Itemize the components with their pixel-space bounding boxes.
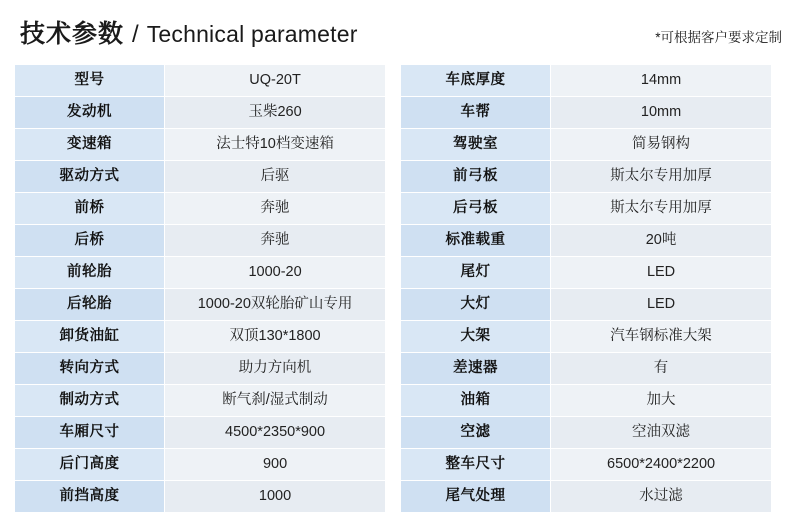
table-row [401,289,772,321]
left-spec-table-body [15,65,386,513]
spec-label: 车帮 [401,97,551,129]
table-row [401,225,772,257]
spec-label: 发动机 [15,97,165,129]
spec-label: 前弓板 [401,161,551,193]
spec-tables [14,64,786,513]
spec-label: 后门高度 [15,449,165,481]
spec-label: 转向方式 [15,353,165,385]
table-row [401,161,772,193]
spec-label: 型号 [15,65,165,97]
table-row [15,129,386,161]
spec-label: 前桥 [15,193,165,225]
table-row [401,257,772,289]
right-spec-table [400,64,772,513]
spec-label: 尾灯 [401,257,551,289]
spec-label: 变速箱 [15,129,165,161]
table-row [15,385,386,417]
table-row [401,129,772,161]
spec-value: 法士特10档变速箱 [165,129,386,161]
spec-value: 10mm [551,97,772,129]
spec-label: 制动方式 [15,385,165,417]
spec-value: 有 [551,353,772,385]
spec-value: 6500*2400*2200 [551,449,772,481]
spec-value: 断气刹/湿式制动 [165,385,386,417]
spec-value: 斯太尔专用加厚 [551,193,772,225]
table-row [15,225,386,257]
spec-value: 汽车钢标准大架 [551,321,772,353]
spec-value: 900 [165,449,386,481]
spec-value: 4500*2350*900 [165,417,386,449]
table-row [401,321,772,353]
spec-value: 后驱 [165,161,386,193]
table-row [15,353,386,385]
table-row [15,289,386,321]
spec-value: 20吨 [551,225,772,257]
spec-label: 车厢尺寸 [15,417,165,449]
spec-label: 后弓板 [401,193,551,225]
spec-value: 1000-20双轮胎矿山专用 [165,289,386,321]
spec-value: UQ-20T [165,65,386,97]
table-row [15,321,386,353]
spec-label: 尾气处理 [401,481,551,513]
spec-label: 标准载重 [401,225,551,257]
spec-value: 加大 [551,385,772,417]
right-spec-table-body [401,65,772,513]
customization-note: *可根据客户要求定制 [655,30,782,45]
table-row [401,385,772,417]
spec-label: 卸货油缸 [15,321,165,353]
table-row [401,417,772,449]
table-row [15,97,386,129]
spec-label: 驱动方式 [15,161,165,193]
table-row [15,481,386,513]
spec-value: 空油双滤 [551,417,772,449]
spec-value: 助力方向机 [165,353,386,385]
page-title-separator: / [132,21,139,48]
spec-label: 前轮胎 [15,257,165,289]
spec-value: 14mm [551,65,772,97]
table-row [15,257,386,289]
spec-value: LED [551,257,772,289]
table-row [401,65,772,97]
spec-label: 整车尺寸 [401,449,551,481]
table-row [401,97,772,129]
page-title [20,14,358,50]
spec-value: 简易钢构 [551,129,772,161]
spec-label: 大架 [401,321,551,353]
spec-value: 奔驰 [165,225,386,257]
table-row [401,353,772,385]
spec-value: 双顶130*1800 [165,321,386,353]
spec-label: 大灯 [401,289,551,321]
left-spec-table [14,64,386,513]
spec-value: LED [551,289,772,321]
spec-value: 1000 [165,481,386,513]
table-row [15,417,386,449]
page-title-en: Technical parameter [146,21,358,47]
page-header [14,14,786,50]
spec-label: 后桥 [15,225,165,257]
table-row [15,65,386,97]
spec-label: 油箱 [401,385,551,417]
spec-value: 斯太尔专用加厚 [551,161,772,193]
spec-label: 后轮胎 [15,289,165,321]
page-title-cn: 技术参数 [20,20,125,48]
table-row [401,449,772,481]
spec-label: 车底厚度 [401,65,551,97]
spec-value: 玉柴260 [165,97,386,129]
spec-value: 奔驰 [165,193,386,225]
spec-value: 1000-20 [165,257,386,289]
table-row [401,481,772,513]
spec-label: 前挡高度 [15,481,165,513]
spec-label: 驾驶室 [401,129,551,161]
table-row [401,193,772,225]
spec-label: 差速器 [401,353,551,385]
table-row [15,449,386,481]
spec-label: 空滤 [401,417,551,449]
spec-value: 水过滤 [551,481,772,513]
table-row [15,193,386,225]
table-row [15,161,386,193]
